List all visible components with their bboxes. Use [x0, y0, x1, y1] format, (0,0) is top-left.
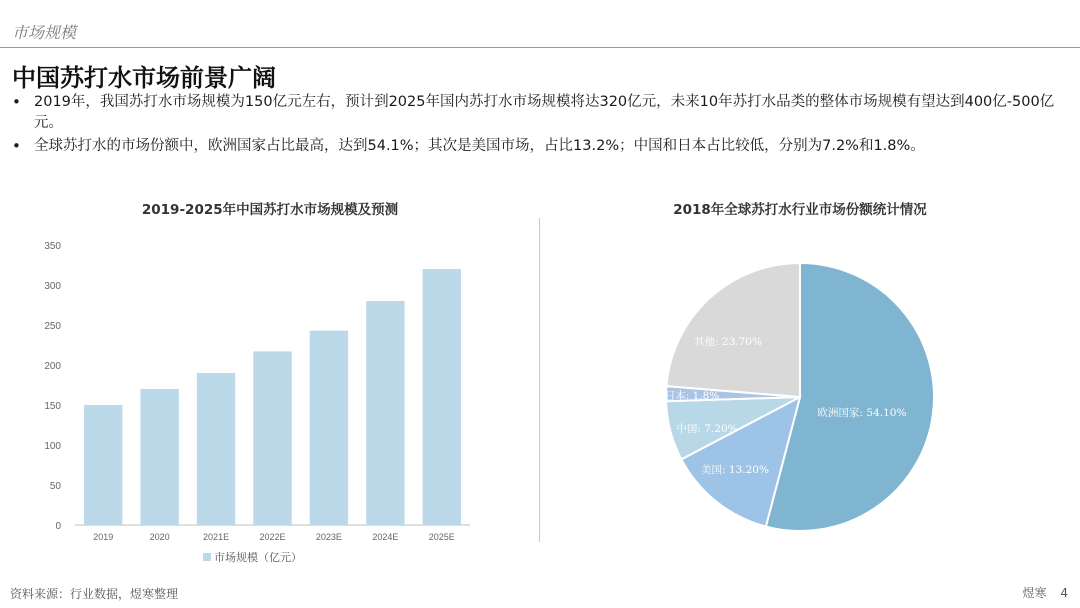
x-tick-label: 2023E	[315, 532, 342, 542]
bar-chart-title: 2019-2025年中国苏打水市场规模及预测	[141, 202, 399, 218]
footer-meta	[1013, 584, 1068, 601]
pie-slice-label: 日本: 1.8%	[664, 390, 720, 402]
bar	[366, 301, 404, 525]
pie-slice-label: 美国: 13.20%	[701, 464, 769, 476]
legend-label: 市场规模（亿元）	[214, 551, 302, 564]
x-tick-label: 2021E	[203, 532, 230, 542]
pie-slice-label: 其他: 23.70%	[694, 336, 762, 348]
y-tick-label: 100	[44, 441, 61, 452]
bar	[140, 389, 178, 525]
bar	[84, 405, 122, 525]
x-tick-label: 2020	[149, 532, 170, 542]
y-tick-label: 250	[44, 321, 61, 332]
page-number: 4	[1060, 586, 1068, 600]
pie-slice	[666, 263, 800, 397]
source-note: 资料来源：行业数据，煜寒整理	[10, 587, 179, 601]
bar	[423, 269, 461, 525]
x-tick-label: 2025E	[428, 532, 455, 542]
x-tick-label: 2019	[93, 532, 114, 542]
legend-swatch	[203, 553, 211, 561]
y-tick-label: 0	[55, 521, 61, 532]
y-tick-label: 150	[44, 401, 61, 412]
y-tick-label: 200	[44, 361, 61, 372]
pie-slice-label: 中国: 7.20%	[676, 423, 738, 435]
pie-slice-label: 欧洲国家: 54.10%	[817, 407, 907, 419]
y-tick-label: 350	[44, 241, 61, 252]
bullet-item: • 全球苏打水的市场份额中，欧洲国家占比最高，达到54.1%；其次是美国市场，占比13.2%；中国和日本占比较低，分别为7.2%和1.8%。	[10, 136, 1068, 157]
bar	[310, 331, 348, 525]
pie-chart-title: 2018年全球苏打水行业市场份额统计情况	[673, 202, 927, 218]
y-tick-label: 50	[49, 481, 61, 492]
section-label: 市场规模	[12, 23, 77, 42]
y-tick-label: 300	[44, 281, 61, 292]
x-tick-label: 2022E	[259, 532, 286, 542]
page-title: 中国苏打水市场前景广阔	[12, 64, 276, 92]
bar	[253, 351, 291, 525]
author-label: 煜寒	[1022, 586, 1047, 600]
x-tick-label: 2024E	[372, 532, 399, 542]
bullet-item: • 2019年，我国苏打水市场规模为150亿元左右，预计到2025年国内苏打水市场规模将达320亿元，未来10年苏打水品类的整体市场规模有望达到400亿-500亿元。	[10, 92, 1068, 134]
bar	[197, 373, 235, 525]
